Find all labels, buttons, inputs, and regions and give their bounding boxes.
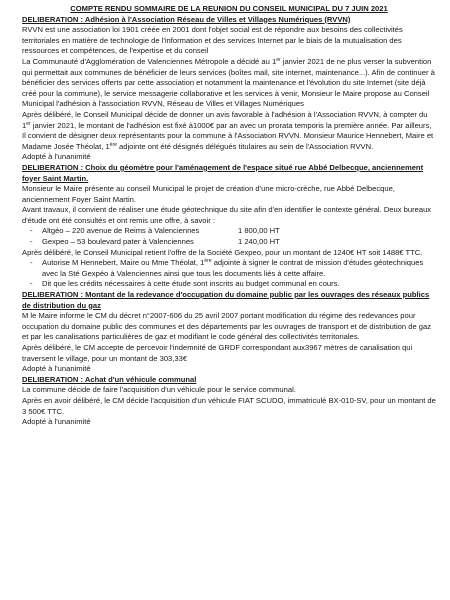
paragraph: Après délibéré, le Conseil Municipal décide de donner un avis favorable à l'adhésion à l'Association RVVN, à compter du 1er janvier 2021, le montant de l'adhésion est fixé à1000€ par an avec un prorata temporis la première année. Par ailleurs, Il convient de désigner deux représentants pour la commune à l'Association RVVN. Monsieur Maurice Hennebert, Maire et Madame Josée Théolat, 1ère adjointe ont été désignés délégués titulaires au sein de l'Association RVVN. bbox=[22, 109, 434, 151]
paragraph: RVVN est une association loi 1901 créée en 2001 dont l'objet social est de répondre aux besoins des collectivités territoriales en matière de technologie de l'information et des services Internet par le biais de la mutualisation des ressources et compétences, de l'expertise et du conseil bbox=[22, 25, 403, 56]
bullet-item: - Autorise M Hennebert, Maire ou Mme Théolat, 1ère adjointe à signer le contrat de mission d'études géotechniques avec la Sté Gexpéo à Valenciennes ainsi que tous les documents liés à cette affaire. bbox=[30, 258, 424, 278]
adoption-note: Adopté à l'unanimité bbox=[22, 152, 91, 162]
page-title: COMPTE RENDU SOMMAIRE DE LA REUNION DU CONSEIL MUNICIPAL DU 7 JUIN 2021 bbox=[70, 4, 388, 13]
section-heading-vehicule: DELIBERATION : Achat d'un véhicule communal bbox=[22, 374, 197, 384]
paragraph: Après délibéré, le Conseil Municipal retient l'offre de la Société Gexpeo, pour un montant de 1240€ HT soit 1488€ TTC. bbox=[22, 247, 423, 257]
offer-row: - Gexpeo – 53 boulevard pater à Valenciennes 1 240,00 HT bbox=[30, 237, 280, 247]
paragraph: La Communauté d'Agglomération de Valenciennes Métropole a décidé au 1er janvier 2021 de ne plus verser la subvention qui permettait aux communes de bénéficier de leurs services (boîtes mail, site internet, maintenance...). Afin de continuer à bénéficier des services offerts par cette association et notamment la maintenance et l'évolution du site Internet (site déjà créé pour la commune), le service messagerie collaborative et les services à venir, Monsieur le Maire propose au Conseil Municipal l'adhésion à l'association RVVN, Réseau de Villes et Villages Numériques bbox=[22, 56, 435, 109]
section-heading-redevance-gaz: DELIBERATION : Montant de la redevance d'occupation du domaine public par les ouvrages des réseaux publics de distribution du gaz bbox=[22, 290, 430, 310]
paragraph: Avant travaux, il convient de réaliser une étude géotechnique du site afin d'en identifier le contexte général. Deux bureaux d'étude ont été consultés et ont remis une offre, à savoir : bbox=[22, 205, 432, 225]
paragraph: Monsieur le Maire présente au conseil Municipal le projet de création d'une micro-crèche, rue Abbé Delbecque, anciennement Foyer Saint Martin. bbox=[22, 184, 395, 204]
adoption-note: Adopté à l'unanimité bbox=[22, 364, 91, 374]
offer-row: - Altgéo – 220 avenue de Reims à Valenciennes 1 800,00 HT bbox=[30, 226, 280, 236]
paragraph: Après en avoir délibéré, le CM décide l'acquisition d'un véhicule FIAT SCUDO, immatriculé BX-010-SV, pour un montant de 3 500€ TTC. bbox=[22, 395, 436, 416]
paragraph: La commune décide de faire l'acquisition d'un véhicule pour le service communal. bbox=[22, 385, 296, 395]
paragraph: M le Maire informe le CM du décret n°2007-606 du 25 avril 2007 portant modification du régime des redevances pour occupation du domaine public des communes et des départements par les ouvrages de transport et de distribution de gaz et par les canalisations particulières de gaz et modifiant le code général des collectivités territoriales. bbox=[22, 311, 432, 342]
section-heading-geometre: DELIBERATION : Choix du géomètre pour l'aménagement de l'espace situé rue Abbé Delbecque, anciennement foyer Saint Martin. bbox=[22, 162, 424, 183]
section-heading-rvvn: DELIBERATION : Adhésion à l'Association Réseau de Villes et Villages Numériques (RVVN) bbox=[22, 14, 351, 24]
adoption-note: Adopté à l'unanimité bbox=[22, 417, 91, 427]
paragraph: Après délibéré, le CM accepte de percevoir l'indemnité de GRDF correspondant aux3967 mètres de canalisation qui traversent le village, pour un montant de 303,33€ bbox=[22, 343, 413, 363]
bullet-item: - Dit que les crédits nécessaires à cette étude sont inscrits au budget communal en cours. bbox=[30, 279, 340, 289]
